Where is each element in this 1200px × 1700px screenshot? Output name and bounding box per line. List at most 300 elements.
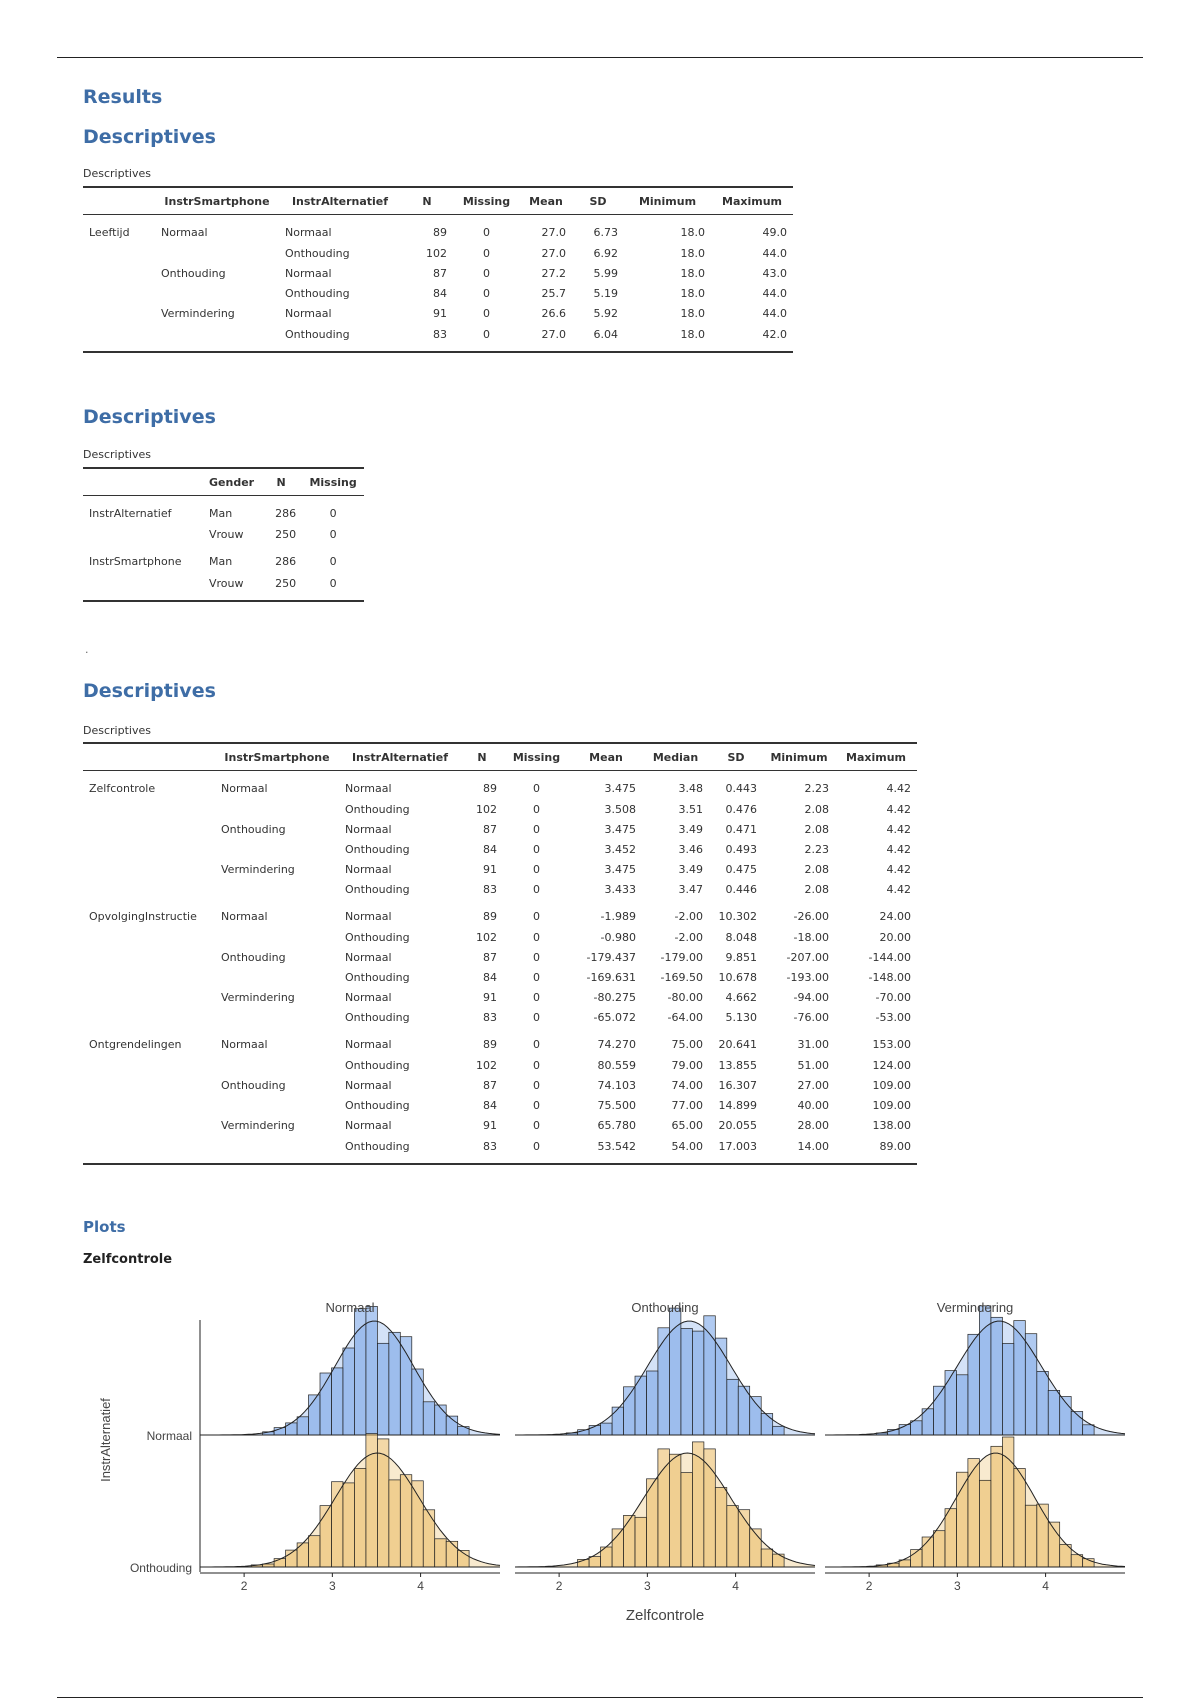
histogram-bar xyxy=(681,1473,693,1567)
table-cell: 3.433 xyxy=(604,882,636,896)
column-header: InstrSmartphone xyxy=(215,743,339,771)
table-cell: 0 xyxy=(453,323,520,352)
x-tick-label: 2 xyxy=(555,1579,563,1593)
table-cell: Onthouding xyxy=(339,1135,461,1164)
table-cell: 24.00 xyxy=(879,909,911,923)
table-cell: 0 xyxy=(533,990,540,1004)
histogram-bar xyxy=(366,1306,378,1435)
table-cell: 3.49 xyxy=(678,822,703,836)
table-cell: 18.0 xyxy=(680,286,705,300)
column-header: N xyxy=(260,468,302,496)
table-cell: 4.42 xyxy=(886,842,911,856)
histogram-bar xyxy=(446,1541,458,1567)
histogram-bar xyxy=(761,1549,773,1567)
histogram-bar xyxy=(635,1376,647,1435)
table-cell: 2.08 xyxy=(804,862,829,876)
table-cell xyxy=(83,967,215,987)
table-cell: Normaal xyxy=(345,909,392,923)
column-header: Mean xyxy=(570,743,642,771)
table-cell: Vermindering xyxy=(221,990,295,1004)
histogram-bar xyxy=(400,1337,412,1435)
table-cell: 0 xyxy=(533,1118,540,1132)
table-cell xyxy=(83,947,215,967)
table-cell: -70.00 xyxy=(875,990,911,1004)
histogram-bar xyxy=(692,1442,704,1567)
table-cell xyxy=(83,524,203,544)
table-row xyxy=(83,1007,917,1027)
table-row xyxy=(83,819,917,839)
table-cell: Vrouw xyxy=(203,572,260,601)
table-cell: 4.42 xyxy=(886,781,911,795)
top-rule xyxy=(57,57,1143,58)
table-cell: Normaal xyxy=(285,306,332,320)
histogram-bar xyxy=(1037,1504,1049,1567)
x-axis-label: Zelfcontrole xyxy=(625,1607,705,1624)
table-cell: 91 xyxy=(483,990,497,1004)
table-cell: 89 xyxy=(483,781,497,795)
histogram-bar xyxy=(389,1480,401,1567)
table-cell: 0 xyxy=(483,225,490,239)
table-cell: -179.437 xyxy=(586,950,636,964)
table-cell: 74.00 xyxy=(671,1078,703,1092)
table-cell xyxy=(83,879,215,899)
column-header: Minimum xyxy=(624,187,711,215)
table-cell: 89 xyxy=(483,909,497,923)
table-cell: Onthouding xyxy=(345,882,410,896)
descriptives-title-3: Descriptives xyxy=(83,680,216,702)
table-row xyxy=(83,496,364,525)
histogram-bar xyxy=(412,1481,424,1567)
table-cell: Vermindering xyxy=(161,306,235,320)
table-cell: 3.475 xyxy=(604,822,636,836)
facet-title: Onthouding xyxy=(631,1300,699,1315)
table-row xyxy=(83,303,793,323)
table-cell: Man xyxy=(209,506,233,520)
table-cell: -169.631 xyxy=(586,970,636,984)
table-cell: 2.23 xyxy=(804,842,829,856)
table-cell: 286 xyxy=(275,506,297,520)
table-cell xyxy=(83,572,203,601)
table-cell xyxy=(83,303,155,323)
column-header: SD xyxy=(709,743,763,771)
x-tick-label: 3 xyxy=(954,1579,961,1593)
table-cell: Normaal xyxy=(345,1078,392,1092)
table-cell: 0 xyxy=(533,1098,540,1112)
column-header: InstrAlternatief xyxy=(279,187,401,215)
table-cell: 5.99 xyxy=(593,266,618,280)
histogram-bar xyxy=(979,1306,991,1435)
table-cell: 91 xyxy=(483,862,497,876)
table-cell: Onthouding xyxy=(345,1098,410,1112)
table-cell: 0 xyxy=(329,527,337,541)
table-cell: Onthouding xyxy=(161,266,226,280)
facet-title: Vermindering xyxy=(936,1300,1014,1315)
histogram-bar xyxy=(377,1343,389,1435)
x-tick-label: 4 xyxy=(417,1579,424,1593)
histogram-bar xyxy=(658,1449,670,1567)
table-cell xyxy=(83,1055,215,1075)
table-row xyxy=(83,967,917,987)
table-cell: 87 xyxy=(483,1078,497,1092)
table-cell: Onthouding xyxy=(345,1010,410,1024)
table-cell: -94.00 xyxy=(793,990,829,1004)
histogram-bar xyxy=(934,1531,946,1567)
histogram-bar xyxy=(957,1375,969,1435)
table-cell: -53.00 xyxy=(875,1010,911,1024)
table-cell xyxy=(215,1095,339,1115)
table-cell: 6.92 xyxy=(593,246,618,260)
table-cell: -80.00 xyxy=(667,990,703,1004)
histogram-bar xyxy=(727,1506,739,1567)
histogram-bar xyxy=(1025,1505,1037,1567)
table-cell: InstrAlternatief xyxy=(89,506,172,520)
table-cell: 28.00 xyxy=(797,1118,829,1132)
table-cell: 84 xyxy=(483,842,497,856)
table-cell: Onthouding xyxy=(221,950,286,964)
column-header: Missing xyxy=(453,187,520,215)
table-cell: 3.49 xyxy=(678,862,703,876)
table-row xyxy=(83,1095,917,1115)
table-cell: 91 xyxy=(433,306,447,320)
histogram-bar xyxy=(1048,1390,1060,1435)
table-cell xyxy=(215,879,339,899)
table-cell: 75.00 xyxy=(671,1037,703,1051)
column-header: Missing xyxy=(503,743,570,771)
table-row xyxy=(83,899,917,927)
table-cell: -18.00 xyxy=(793,930,829,944)
table-cell: 2.08 xyxy=(804,822,829,836)
table-cell: 3.48 xyxy=(678,781,703,795)
column-header: N xyxy=(461,743,503,771)
table-cell: Onthouding xyxy=(345,930,410,944)
histogram-bar xyxy=(343,1483,355,1567)
table-cell: -65.072 xyxy=(593,1010,636,1024)
table-cell: 18.0 xyxy=(680,306,705,320)
table-cell: 0 xyxy=(533,882,540,896)
table-row xyxy=(83,1135,917,1164)
table-cell xyxy=(215,799,339,819)
table-cell: Vermindering xyxy=(221,862,295,876)
table-cell xyxy=(83,1135,215,1164)
table-row xyxy=(83,799,917,819)
histogram-bar xyxy=(274,1559,286,1567)
column-header xyxy=(83,468,203,496)
dot-marker: · xyxy=(85,646,89,659)
histogram-bar xyxy=(332,1368,344,1435)
table-cell: 3.452 xyxy=(604,842,636,856)
table-cell: 3.475 xyxy=(604,862,636,876)
table-cell: 4.42 xyxy=(886,802,911,816)
table-cell: 20.641 xyxy=(718,1037,757,1051)
table-row xyxy=(83,1115,917,1135)
table-cell: 3.508 xyxy=(604,802,636,816)
histogram-bar xyxy=(309,1395,321,1435)
histogram-bar xyxy=(1002,1437,1014,1567)
table-cell: 87 xyxy=(433,266,447,280)
table-cell: 84 xyxy=(483,1098,497,1112)
table-cell: -1.989 xyxy=(600,909,636,923)
table-cell: 2.08 xyxy=(804,882,829,896)
histogram-bar xyxy=(658,1328,670,1435)
table-cell: Vermindering xyxy=(221,1118,295,1132)
table-cell: Ontgrendelingen xyxy=(89,1037,182,1051)
histogram-bar xyxy=(412,1369,424,1435)
plots-title: Plots xyxy=(83,1218,126,1236)
descriptives-title-2: Descriptives xyxy=(83,406,216,428)
table-cell: 0 xyxy=(533,842,540,856)
table-cell: 42.0 xyxy=(711,323,793,352)
table-cell: 153.00 xyxy=(872,1037,911,1051)
table-cell: 54.00 xyxy=(642,1135,709,1164)
column-header: Missing xyxy=(302,468,364,496)
histogram-bar xyxy=(320,1506,332,1567)
table-cell: 79.00 xyxy=(671,1058,703,1072)
table-cell: Onthouding xyxy=(285,286,350,300)
table-cell xyxy=(83,1007,215,1027)
table-cell: Normaal xyxy=(345,862,392,876)
table2-caption: Descriptives xyxy=(83,448,151,461)
table-cell: -169.50 xyxy=(660,970,703,984)
table-cell: 44.0 xyxy=(762,306,787,320)
table-cell: Onthouding xyxy=(345,1058,410,1072)
table-cell: 40.00 xyxy=(797,1098,829,1112)
table-cell: 26.6 xyxy=(541,306,566,320)
table-cell: 49.0 xyxy=(762,225,787,239)
table-cell xyxy=(83,859,215,879)
table-cell: -2.00 xyxy=(674,909,703,923)
table-cell xyxy=(155,243,279,263)
column-header: Gender xyxy=(203,468,260,496)
histogram-bar xyxy=(715,1488,727,1568)
table-cell xyxy=(155,323,279,352)
table-cell: 91 xyxy=(483,1118,497,1132)
table-row xyxy=(83,283,793,303)
descriptives-title-1: Descriptives xyxy=(83,126,216,148)
histogram-bar xyxy=(589,1557,601,1567)
table-cell xyxy=(83,1115,215,1135)
table-cell: Onthouding xyxy=(345,802,410,816)
table-row xyxy=(83,572,364,601)
table-cell xyxy=(155,283,279,303)
histogram-bar xyxy=(647,1371,659,1435)
table-cell: Normaal xyxy=(345,990,392,1004)
column-header: Mean xyxy=(520,187,572,215)
table-cell: 102 xyxy=(476,802,497,816)
x-tick-label: 2 xyxy=(865,1579,873,1593)
table-row xyxy=(83,323,793,352)
histogram-bar xyxy=(715,1338,727,1435)
table-cell: Onthouding xyxy=(221,822,286,836)
histogram-bar xyxy=(309,1536,321,1567)
table-row xyxy=(83,524,364,544)
histogram-bar xyxy=(945,1509,957,1567)
table-cell: 0.443 xyxy=(725,781,757,795)
table-cell: 0.493 xyxy=(725,842,757,856)
table-cell: 0.475 xyxy=(725,862,757,876)
column-header: Maximum xyxy=(711,187,793,215)
table-cell: 3.51 xyxy=(678,802,703,816)
histogram-bar xyxy=(1014,1321,1026,1435)
table-row xyxy=(83,859,917,879)
table-cell: 13.855 xyxy=(718,1058,757,1072)
table-row xyxy=(83,771,917,800)
table-cell: 0 xyxy=(483,286,490,300)
table-row xyxy=(83,263,793,283)
column-header: Minimum xyxy=(763,743,835,771)
table-cell: 0 xyxy=(533,822,540,836)
table-cell: 0 xyxy=(533,781,540,795)
table-cell: 0 xyxy=(533,1037,540,1051)
table-cell: 3.47 xyxy=(678,882,703,896)
table-cell: -207.00 xyxy=(786,950,829,964)
table-cell: 0 xyxy=(483,306,490,320)
table-cell: 4.42 xyxy=(886,862,911,876)
table-cell: 0 xyxy=(533,970,540,984)
histogram-bar xyxy=(297,1417,309,1435)
descriptives-table-scores xyxy=(83,742,917,1165)
histogram-bar xyxy=(612,1407,624,1435)
table-cell: 2.08 xyxy=(804,802,829,816)
table-cell: 0 xyxy=(302,572,364,601)
table-row xyxy=(83,1075,917,1095)
table-cell: -0.980 xyxy=(600,930,636,944)
table-cell: 0 xyxy=(483,266,490,280)
table-cell: Normaal xyxy=(221,781,268,795)
table-cell: 27.00 xyxy=(797,1078,829,1092)
histogram-bar xyxy=(911,1421,923,1435)
histogram-bar xyxy=(423,1510,435,1567)
table-cell: Normaal xyxy=(345,1037,392,1051)
x-tick-label: 3 xyxy=(644,1579,651,1593)
histogram-bar xyxy=(343,1348,355,1435)
table-row xyxy=(83,1027,917,1055)
histogram-bar xyxy=(400,1475,412,1567)
table-cell xyxy=(215,1055,339,1075)
table-cell: 5.19 xyxy=(593,286,618,300)
table-cell: 4.42 xyxy=(886,822,911,836)
histogram-bar xyxy=(1037,1371,1049,1435)
x-tick-label: 3 xyxy=(329,1579,336,1593)
table-cell: Normaal xyxy=(161,225,208,239)
table-cell: 27.0 xyxy=(520,323,572,352)
table-cell: 84 xyxy=(483,970,497,984)
table-cell: 0 xyxy=(533,909,540,923)
table-cell: 87 xyxy=(483,822,497,836)
table-cell: Onthouding xyxy=(285,246,350,260)
table-cell: 65.00 xyxy=(671,1118,703,1132)
table-cell: -80.275 xyxy=(593,990,636,1004)
table-cell: 18.0 xyxy=(680,246,705,260)
histogram-bar xyxy=(435,1539,447,1567)
column-header: Maximum xyxy=(835,743,917,771)
y-tick-label: Onthouding xyxy=(129,1561,192,1575)
table-cell: Zelfcontrole xyxy=(89,781,156,795)
table-cell: 87 xyxy=(483,950,497,964)
table-cell: 18.0 xyxy=(624,323,711,352)
histogram-bar xyxy=(1083,1425,1095,1435)
histogram-bar xyxy=(377,1439,389,1567)
table-cell: 5.92 xyxy=(593,306,618,320)
table-row xyxy=(83,1055,917,1075)
table-cell xyxy=(215,1135,339,1164)
table-cell: 20.00 xyxy=(879,930,911,944)
histogram-bar xyxy=(389,1332,401,1435)
table-cell: Normaal xyxy=(345,950,392,964)
table-cell xyxy=(83,1075,215,1095)
table-cell: 138.00 xyxy=(872,1118,911,1132)
table-cell: 6.04 xyxy=(572,323,624,352)
table-cell: Onthouding xyxy=(279,323,401,352)
table-cell: 25.7 xyxy=(541,286,566,300)
table-cell: 4.42 xyxy=(886,882,911,896)
table-cell: 102 xyxy=(476,930,497,944)
table-cell: -193.00 xyxy=(786,970,829,984)
histogram-bar xyxy=(601,1423,613,1435)
histogram-bar xyxy=(624,1515,636,1567)
column-header: InstrSmartphone xyxy=(155,187,279,215)
bottom-rule xyxy=(57,1697,1143,1698)
table-cell: 74.103 xyxy=(597,1078,636,1092)
table-row xyxy=(83,544,364,572)
table-cell: 0 xyxy=(329,506,337,520)
table-cell: 109.00 xyxy=(872,1098,911,1112)
descriptives-table-gender xyxy=(83,467,364,602)
table-cell: 27.0 xyxy=(541,225,566,239)
histogram-bar xyxy=(761,1414,773,1436)
x-tick-label: 4 xyxy=(1042,1579,1049,1593)
table-cell: Normaal xyxy=(345,781,392,795)
table-cell: 5.130 xyxy=(725,1010,757,1024)
table-cell: 83 xyxy=(461,1135,503,1164)
histogram-bar xyxy=(991,1317,1003,1435)
table-cell: 10.302 xyxy=(718,909,757,923)
table-cell: 0.446 xyxy=(725,882,757,896)
table-cell xyxy=(83,987,215,1007)
table-cell: 77.00 xyxy=(671,1098,703,1112)
table-cell: 4.662 xyxy=(725,990,757,1004)
table-cell: 9.851 xyxy=(725,950,757,964)
table-cell: 250 xyxy=(260,572,302,601)
x-tick-label: 4 xyxy=(732,1579,739,1593)
table-cell: 43.0 xyxy=(762,266,787,280)
table-cell: -26.00 xyxy=(793,909,829,923)
table-row xyxy=(83,243,793,263)
histogram-bar xyxy=(957,1472,969,1567)
table-cell: 27.0 xyxy=(541,246,566,260)
table-cell: 80.559 xyxy=(597,1058,636,1072)
histogram-bar xyxy=(727,1379,739,1435)
histogram-bar xyxy=(945,1371,957,1435)
table1-caption: Descriptives xyxy=(83,167,151,180)
table-row xyxy=(83,879,917,899)
table-cell: 0 xyxy=(533,1010,540,1024)
table-cell: 89.00 xyxy=(835,1135,917,1164)
table-cell: InstrSmartphone xyxy=(89,554,182,568)
table-cell xyxy=(215,927,339,947)
table-cell: 0 xyxy=(533,802,540,816)
table-cell: Man xyxy=(209,554,233,568)
table-row xyxy=(83,839,917,859)
table-cell: 0 xyxy=(503,1135,570,1164)
table-cell: 286 xyxy=(275,554,297,568)
table-row xyxy=(83,215,793,244)
descriptives-table-age xyxy=(83,186,793,353)
table-row xyxy=(83,947,917,967)
table-cell: Normaal xyxy=(221,1037,268,1051)
column-header: SD xyxy=(572,187,624,215)
table-cell: -179.00 xyxy=(660,950,703,964)
table-cell: 75.500 xyxy=(597,1098,636,1112)
